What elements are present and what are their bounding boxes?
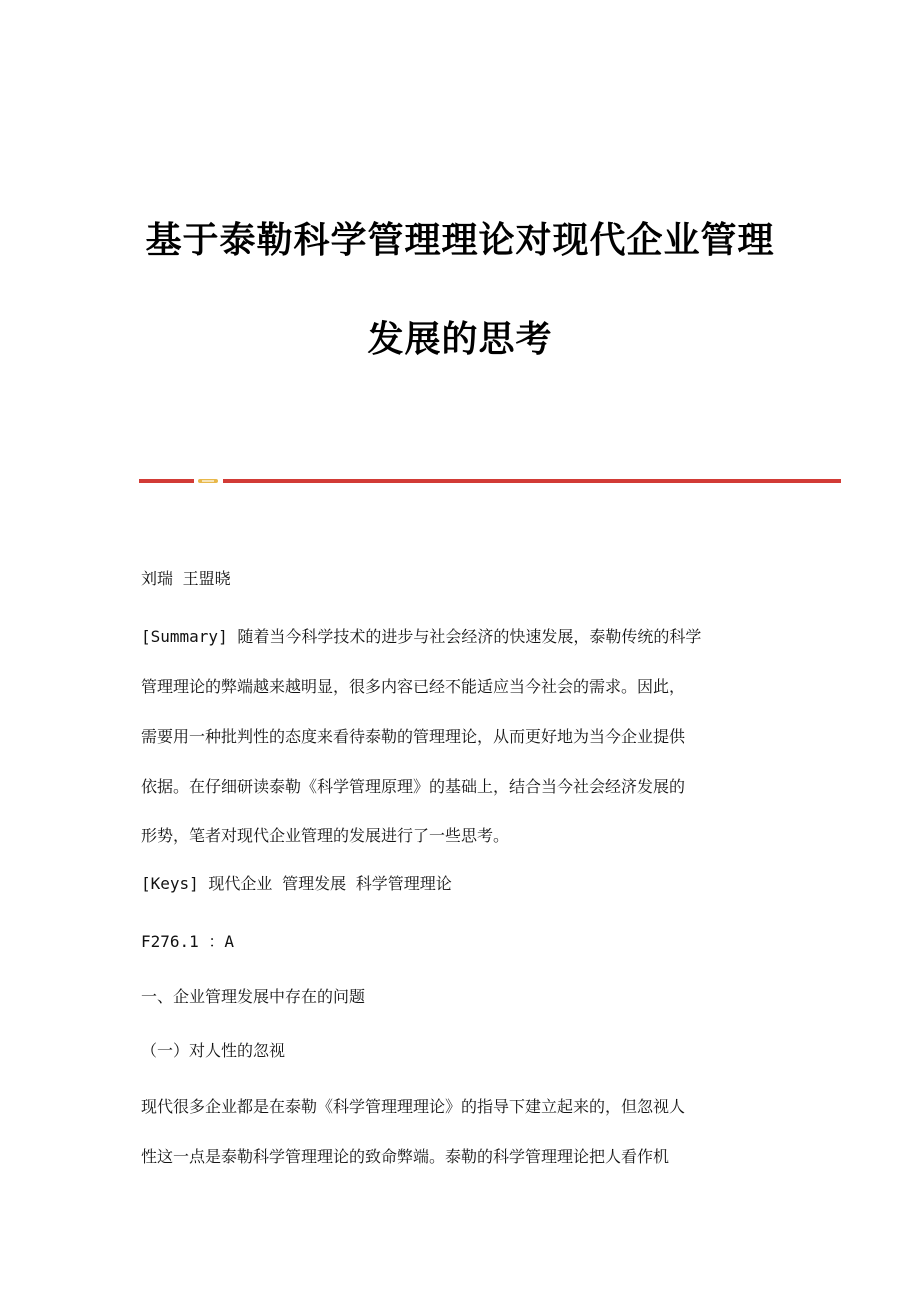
title-divider [139,477,841,485]
summary-line: [Summary] 随着当今科学技术的进步与社会经济的快速发展，泰勒传统的科学 [141,627,702,646]
document-title-line-1: 基于泰勒科学管理理论对现代企业管理 [145,219,775,261]
divider-bar-right [223,479,841,483]
section-heading: 一、企业管理发展中存在的问题 [141,987,366,1006]
summary-line: 依据。在仔细研读泰勒《科学管理原理》的基础上，结合当今社会经济发展的 [141,777,686,796]
document-title-line-2: 发展的思考 [367,318,553,360]
keywords: [Keys] 现代企业 管理发展 科学管理理论 [141,874,452,893]
subsection-heading: （一）对人性的忽视 [141,1041,286,1060]
body-line: 性这一点是泰勒科学管理理论的致命弊端。泰勒的科学管理理论把人看作机 [141,1147,670,1166]
authors: 刘瑞 王盟晓 [141,569,231,588]
divider-bar-left [139,479,194,483]
classification-code: F276.1 ：A [141,932,235,951]
summary-line: 管理理论的弊端越来越明显，很多内容已经不能适应当今社会的需求。因此， [141,677,686,696]
summary-line: 形势，笔者对现代企业管理的发展进行了一些思考。 [141,826,510,845]
divider-ornament-icon [198,477,218,485]
summary-line: 需要用一种批判性的态度来看待泰勒的管理理论，从而更好地为当今企业提供 [141,727,686,746]
body-line: 现代很多企业都是在泰勒《科学管理理理论》的指导下建立起来的，但忽视人 [141,1097,686,1116]
